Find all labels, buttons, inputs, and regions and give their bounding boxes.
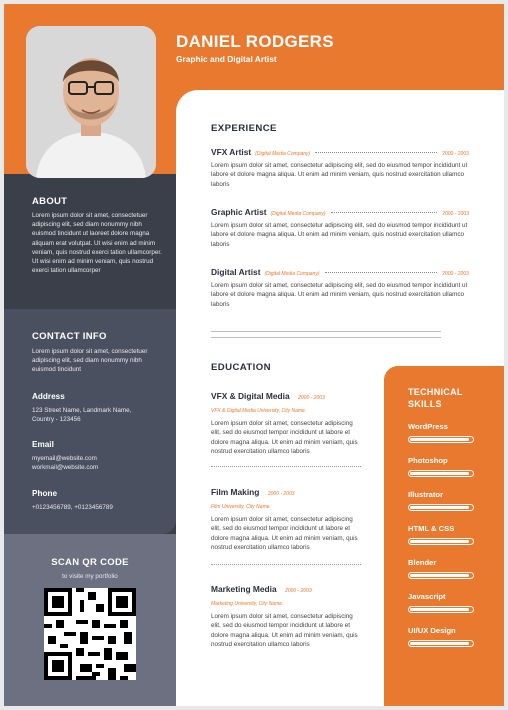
experience-heading: EXPERIENCE [211,123,277,134]
job-title: Graphic Artist [211,207,267,217]
qr-code[interactable] [44,588,136,680]
contact-heading: CONTACT INFO [32,331,107,342]
skill-item [408,626,478,647]
qr-code-icon [44,588,136,680]
about-heading: ABOUT [32,196,68,207]
skill-name: UI/UX Design [408,626,456,635]
phone-label: Phone [32,489,58,498]
skill-item [408,490,478,511]
skill-name: WordPress [408,422,448,431]
dotted-leader [325,272,438,273]
section-divider [211,331,441,332]
dotted-leader [315,152,437,153]
skill-item [408,592,478,613]
school-name: VFX & Digital Media University, City Name. [211,408,307,414]
email-work: workmail@website.com [32,464,99,471]
degree-description: Lorem ipsum dolor sit amet, consectetur adipiscing elit, sed do eiusmod tempor incididunt ut labore et dolore magna aliqua. Ut enim ad minim veniam, quis nostrud exercitation ullamco laboris [211,420,358,455]
job-dates: 2000 - 2003 [442,211,469,217]
skill-name: Photoshop [408,456,448,465]
skill-level-fill [410,506,469,509]
skill-item [408,558,478,579]
phone-number: +0123456789, +0123456789 [32,504,113,511]
degree-title: Marketing Media [211,584,277,594]
education-item [211,482,361,552]
skill-level-bar [408,436,474,443]
job-title: Digital Artist [211,267,261,277]
skill-level-fill [410,438,469,441]
skills-heading-line-2: SKILLS [408,399,442,409]
job-company: (Digital Media Company) [264,271,320,277]
degree-dates: 2000 - 2003 [298,395,325,401]
skills-heading-line-1: TECHNICAL [408,387,463,397]
degree-title: Film Making [211,487,260,497]
qr-heading: SCAN QR CODE [51,557,129,568]
job-description: Lorem ipsum dolor sit amet, consectetur adipiscing elit, sed do eiusmod tempor incididunt ut labore et dolore magna aliqua. Ut enim ad minim veniam, quis nostrud exercitation ullamco laboris [211,282,468,308]
skill-level-bar [408,538,474,545]
education-heading: EDUCATION [211,362,271,373]
job-dates: 2000 - 2003 [442,271,469,277]
email-personal: myemail@website.com [32,455,97,462]
qr-caption: to visite my portfolio [62,573,118,580]
degree-title: VFX & Digital Media [211,391,290,401]
job-description: Lorem ipsum dolor sit amet, consectetur adipiscing elit, sed do eiusmod tempor incididunt ut labore et dolore magna aliqua. Ut enim ad minim veniam, quis nostrud exercitation ullamco laboris [211,162,468,188]
skill-item [408,422,478,443]
skill-name: HTML & CSS [408,524,455,533]
candidate-name: DANIEL RODGERS [176,32,334,51]
skill-name: Javascript [408,592,446,601]
job-title: VFX Artist [211,147,252,157]
skill-level-bar [408,572,474,579]
education-item [211,386,361,456]
job-description: Lorem ipsum dolor sit amet, consectetur adipiscing elit, sed do eiusmod tempor incididunt ut labore et dolore magna aliqua. Ut enim ad minim veniam, quis nostrud exercitation ullamco laboris [211,222,468,248]
school-name: Marketing University, City Name. [211,601,284,607]
contact-text: Lorem ipsum dolor sit amet, consectetuer adipiscing elit, sed diam nonummy nibh euismod tincidunt [32,348,148,374]
address-line-1: 123 Street Name, Landmark Name, [32,407,132,414]
skill-name: Illustrator [408,490,444,499]
school-name: Film University, City Name. [211,504,271,510]
skill-level-fill [410,540,469,543]
skill-level-fill [410,472,469,475]
candidate-role: Graphic and Digital Artist [176,54,277,64]
dotted-leader [331,212,438,213]
skill-name: Blender [408,558,437,567]
education-item [211,579,361,649]
item-separator [211,564,361,565]
degree-dates: 2000 - 2003 [285,588,312,594]
skill-item [408,524,478,545]
experience-item [211,267,469,309]
section-divider [211,337,441,338]
profile-photo-illustration [26,26,156,178]
skill-item [408,456,478,477]
experience-item [211,207,469,249]
experience-item [211,147,469,189]
skills-heading [408,386,463,410]
item-separator [211,466,361,467]
skill-level-fill [410,608,469,611]
profile-photo [26,26,156,178]
skill-level-bar [408,606,474,613]
degree-description: Lorem ipsum dolor sit amet, consectetur adipiscing elit, sed do eiusmod tempor incididunt ut labore et dolore magna aliqua. Ut enim ad minim veniam, quis nostrud exercitation ullamco laboris [211,613,358,648]
job-company: (Digital Media Company) [270,211,326,217]
skill-level-bar [408,470,474,477]
resume-page [4,4,504,706]
skill-level-fill [410,574,469,577]
skills-panel [384,366,504,706]
degree-description: Lorem ipsum dolor sit amet, consectetur adipiscing elit, sed do eiusmod tempor incididunt ut labore et dolore magna aliqua. Ut enim ad minim veniam, quis nostrud exercitation ullamco laboris [211,516,358,551]
job-dates: 2000 - 2003 [442,151,469,157]
skill-level-bar [408,504,474,511]
skill-level-fill [410,642,469,645]
address-line-2: Country - 123456 [32,416,81,423]
job-company: (Digital Media Company) [255,151,311,157]
address-label: Address [32,392,65,401]
about-text: Lorem ipsum dolor sit amet, consectetuer adipiscing elit, sed diam nonummy nibh euismod tincidunt ut laoreet dolore magna aliquam erat volutpat. Ut wisi enim ad minim veniam, quis nostrud exerci tation ullamcorper. Ut wisi enim ad minim veniam, quis nostrud exerci tation ullamcorper [32,212,162,275]
email-label: Email [32,440,54,449]
skill-level-bar [408,640,474,647]
degree-dates: 2000 - 2003 [267,491,295,497]
